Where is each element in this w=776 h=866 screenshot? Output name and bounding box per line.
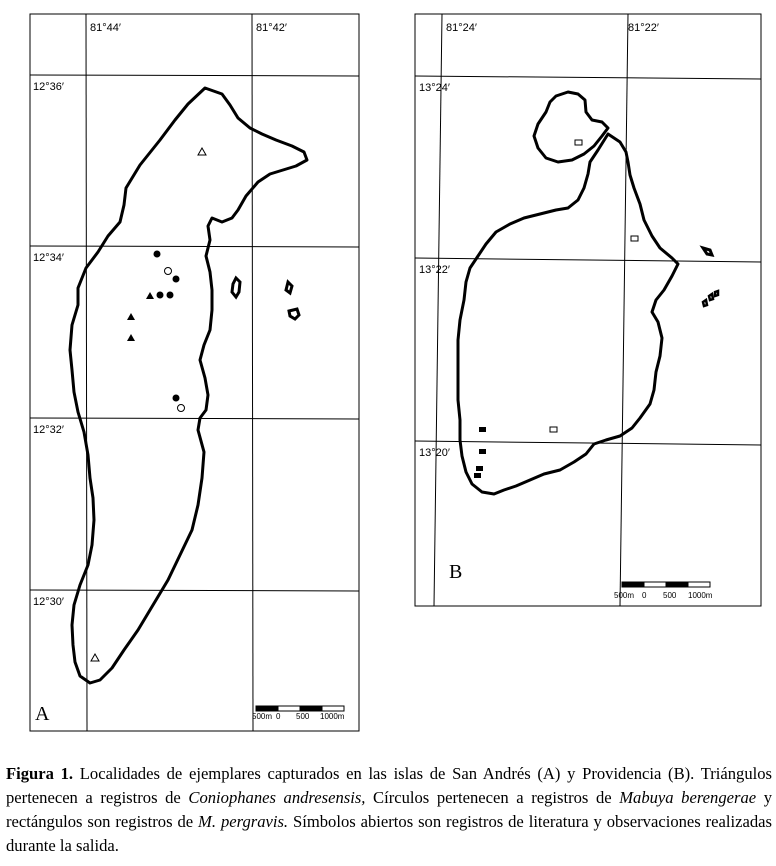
- panel-a: [30, 14, 359, 731]
- filled-triangle-marker: [127, 334, 135, 341]
- scale-label: 500: [663, 591, 677, 600]
- open-circle-marker: [178, 405, 185, 412]
- panel-a-letter: A: [35, 703, 50, 725]
- panel-a-lon-label: 81°44′: [90, 22, 121, 34]
- panel-b-lon-label: 81°22′: [628, 22, 659, 34]
- panel-a-lat-label: 12°30′: [33, 596, 64, 608]
- islet-outline: [703, 300, 707, 306]
- panel-b-meridian-81-22: [620, 14, 628, 606]
- scale-label: 0: [642, 591, 647, 600]
- panel-b-lat-label: 13°22′: [419, 264, 450, 276]
- panel-a-meridian-81-42: [252, 14, 253, 731]
- open-triangle-marker: [91, 654, 99, 661]
- caption-text: Círculos pertenecen a registros de: [365, 788, 620, 807]
- islet-outline: [715, 291, 718, 296]
- panel-a-frame: [30, 14, 359, 731]
- panel-b-meridian-81-24: [434, 14, 442, 606]
- panel-a-lat-label: 12°36′: [33, 81, 64, 93]
- panel-a-parallel-12-34: [30, 246, 359, 247]
- panel-b-parallel-13-24: [415, 76, 761, 79]
- filled-rectangle-marker: [479, 449, 486, 454]
- scale-label: 500m: [252, 712, 273, 721]
- caption-text: Localidades de ejemplares capturados en las islas de San Andrés (A) y Providencia (B). Triángulos pertenecen a registros de: [6, 764, 773, 807]
- figure-caption: [6, 762, 772, 858]
- open-circle-marker: [165, 268, 172, 275]
- islet-outline: [232, 278, 240, 297]
- panel-a-scale-bar: [252, 706, 345, 721]
- panel-b-parallel-13-20: [415, 441, 761, 445]
- filled-circle-marker: [173, 395, 180, 402]
- filled-triangle-marker: [146, 292, 154, 299]
- scale-label: 0: [276, 712, 281, 721]
- panel-a-parallel-12-36: [30, 75, 359, 76]
- panel-a-lon-label: 81°42′: [256, 22, 287, 34]
- islet-outline: [289, 309, 299, 319]
- filled-circle-marker: [157, 292, 164, 299]
- panel-b: [415, 14, 761, 606]
- scale-label: 500: [296, 712, 310, 721]
- san-andres-island-outline: [70, 88, 307, 683]
- panel-a-lat-label: 12°34′: [33, 252, 64, 264]
- panel-b-letter: B: [449, 561, 463, 583]
- scale-label: 1000m: [320, 712, 345, 721]
- caption-text: y rectángulos son registros de: [6, 788, 772, 831]
- panel-b-parallel-13-22: [415, 258, 761, 262]
- islet-outline: [286, 282, 292, 293]
- species-name: Mabuya berengerae: [619, 788, 757, 807]
- filled-circle-marker: [173, 276, 180, 283]
- panel-b-lat-label: 13°20′: [419, 447, 450, 459]
- filled-rectangle-marker: [476, 466, 483, 471]
- providencia-island-outline: [458, 134, 678, 494]
- filled-circle-marker: [167, 292, 174, 299]
- panel-b-frame: [415, 14, 761, 606]
- filled-triangle-marker: [127, 313, 135, 320]
- caption-text: Símbolos abiertos son registros de literatura y observaciones realizadas durante la salida.: [6, 812, 772, 855]
- filled-circle-marker: [154, 251, 161, 258]
- species-name: M. pergravis.: [198, 812, 289, 831]
- open-triangle-marker: [198, 148, 206, 155]
- panel-b-lat-label: 13°24′: [419, 82, 450, 94]
- scale-label: 1000m: [688, 591, 713, 600]
- islet-outline: [703, 248, 712, 255]
- open-rectangle-marker: [631, 236, 638, 241]
- islet-outline: [709, 294, 713, 300]
- filled-rectangle-marker: [479, 427, 486, 432]
- open-rectangle-marker: [550, 427, 557, 432]
- species-name: Coniophanes andresensis,: [188, 788, 366, 807]
- panel-b-lon-label: 81°24′: [446, 22, 477, 34]
- panel-b-scale-bar: [614, 582, 713, 600]
- panel-a-meridian-81-44: [86, 14, 87, 731]
- filled-rectangle-marker: [474, 473, 481, 478]
- caption-label: Figura 1.: [6, 764, 74, 783]
- panel-a-lat-label: 12°32′: [33, 424, 64, 436]
- scale-label: 500m: [614, 591, 635, 600]
- open-rectangle-marker: [575, 140, 582, 145]
